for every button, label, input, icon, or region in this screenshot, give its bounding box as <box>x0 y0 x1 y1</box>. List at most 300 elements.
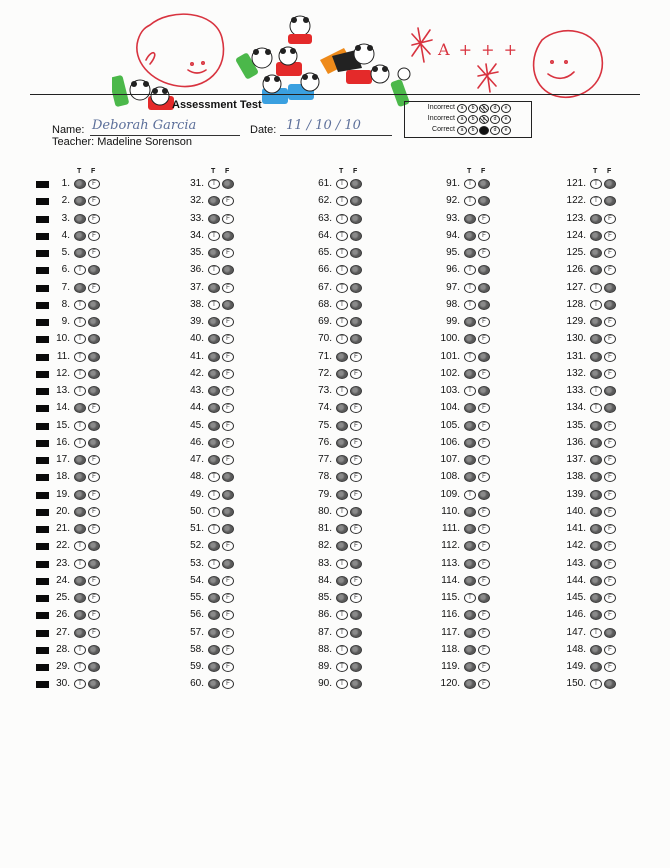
true-bubble[interactable]: T <box>336 179 348 189</box>
true-bubble[interactable] <box>590 524 602 534</box>
true-bubble[interactable]: T <box>336 248 348 258</box>
true-bubble[interactable]: T <box>208 300 220 310</box>
true-bubble[interactable] <box>208 679 220 689</box>
true-bubble[interactable] <box>336 524 348 534</box>
true-bubble[interactable] <box>208 593 220 603</box>
true-bubble[interactable] <box>208 248 220 258</box>
true-bubble[interactable]: T <box>464 265 476 275</box>
false-bubble[interactable]: F <box>604 421 616 431</box>
false-bubble[interactable]: F <box>350 369 362 379</box>
false-bubble[interactable] <box>88 300 100 310</box>
false-bubble[interactable] <box>350 265 362 275</box>
true-bubble[interactable]: T <box>464 352 476 362</box>
true-bubble[interactable]: T <box>208 231 220 241</box>
true-bubble[interactable] <box>74 610 86 620</box>
true-bubble[interactable] <box>590 455 602 465</box>
false-bubble[interactable]: F <box>478 248 490 258</box>
true-bubble[interactable] <box>336 576 348 586</box>
true-bubble[interactable] <box>208 196 220 206</box>
true-bubble[interactable]: T <box>336 214 348 224</box>
true-bubble[interactable] <box>590 541 602 551</box>
false-bubble[interactable]: F <box>478 317 490 327</box>
false-bubble[interactable]: F <box>604 472 616 482</box>
true-bubble[interactable] <box>590 352 602 362</box>
false-bubble[interactable]: F <box>478 576 490 586</box>
true-bubble[interactable] <box>464 421 476 431</box>
true-bubble[interactable]: T <box>336 507 348 517</box>
false-bubble[interactable] <box>88 369 100 379</box>
true-bubble[interactable] <box>208 352 220 362</box>
false-bubble[interactable]: F <box>350 524 362 534</box>
true-bubble[interactable] <box>208 541 220 551</box>
false-bubble[interactable]: F <box>478 455 490 465</box>
false-bubble[interactable]: F <box>88 196 100 206</box>
true-bubble[interactable]: T <box>590 403 602 413</box>
true-bubble[interactable] <box>336 369 348 379</box>
true-bubble[interactable] <box>590 317 602 327</box>
false-bubble[interactable]: F <box>350 541 362 551</box>
false-bubble[interactable] <box>604 386 616 396</box>
true-bubble[interactable] <box>74 507 86 517</box>
false-bubble[interactable]: F <box>478 507 490 517</box>
false-bubble[interactable]: F <box>222 334 234 344</box>
false-bubble[interactable]: F <box>88 455 100 465</box>
true-bubble[interactable] <box>590 472 602 482</box>
false-bubble[interactable]: F <box>478 645 490 655</box>
true-bubble[interactable] <box>74 628 86 638</box>
false-bubble[interactable]: F <box>478 610 490 620</box>
false-bubble[interactable]: F <box>604 369 616 379</box>
true-bubble[interactable] <box>590 248 602 258</box>
false-bubble[interactable] <box>222 300 234 310</box>
false-bubble[interactable]: F <box>604 576 616 586</box>
false-bubble[interactable]: F <box>604 317 616 327</box>
false-bubble[interactable] <box>478 490 490 500</box>
true-bubble[interactable] <box>590 265 602 275</box>
true-bubble[interactable]: T <box>590 300 602 310</box>
false-bubble[interactable] <box>350 662 362 672</box>
true-bubble[interactable]: T <box>336 610 348 620</box>
false-bubble[interactable] <box>222 524 234 534</box>
true-bubble[interactable] <box>590 559 602 569</box>
true-bubble[interactable] <box>208 628 220 638</box>
true-bubble[interactable]: T <box>336 196 348 206</box>
false-bubble[interactable] <box>88 559 100 569</box>
true-bubble[interactable]: T <box>336 645 348 655</box>
false-bubble[interactable]: F <box>88 507 100 517</box>
true-bubble[interactable] <box>590 645 602 655</box>
true-bubble[interactable] <box>590 421 602 431</box>
true-bubble[interactable] <box>464 248 476 258</box>
false-bubble[interactable]: F <box>88 248 100 258</box>
true-bubble[interactable] <box>74 283 86 293</box>
false-bubble[interactable] <box>604 300 616 310</box>
true-bubble[interactable] <box>336 455 348 465</box>
false-bubble[interactable] <box>350 214 362 224</box>
true-bubble[interactable] <box>208 214 220 224</box>
false-bubble[interactable] <box>88 352 100 362</box>
false-bubble[interactable]: F <box>222 386 234 396</box>
false-bubble[interactable] <box>88 645 100 655</box>
false-bubble[interactable] <box>88 679 100 689</box>
false-bubble[interactable] <box>478 300 490 310</box>
true-bubble[interactable] <box>590 593 602 603</box>
true-bubble[interactable] <box>464 559 476 569</box>
false-bubble[interactable] <box>350 300 362 310</box>
false-bubble[interactable] <box>604 403 616 413</box>
true-bubble[interactable] <box>464 610 476 620</box>
true-bubble[interactable]: T <box>590 679 602 689</box>
true-bubble[interactable]: T <box>208 559 220 569</box>
true-bubble[interactable]: T <box>208 472 220 482</box>
true-bubble[interactable] <box>464 679 476 689</box>
false-bubble[interactable]: F <box>222 455 234 465</box>
false-bubble[interactable] <box>222 507 234 517</box>
true-bubble[interactable] <box>208 386 220 396</box>
true-bubble[interactable] <box>590 214 602 224</box>
true-bubble[interactable]: T <box>74 645 86 655</box>
false-bubble[interactable]: F <box>478 679 490 689</box>
false-bubble[interactable]: F <box>88 490 100 500</box>
false-bubble[interactable]: F <box>88 214 100 224</box>
true-bubble[interactable]: T <box>464 593 476 603</box>
false-bubble[interactable]: F <box>222 438 234 448</box>
true-bubble[interactable]: T <box>74 662 86 672</box>
false-bubble[interactable]: F <box>88 403 100 413</box>
false-bubble[interactable] <box>604 179 616 189</box>
true-bubble[interactable] <box>590 438 602 448</box>
false-bubble[interactable]: F <box>478 403 490 413</box>
false-bubble[interactable]: F <box>88 283 100 293</box>
false-bubble[interactable] <box>604 628 616 638</box>
false-bubble[interactable]: F <box>88 524 100 534</box>
false-bubble[interactable]: F <box>604 559 616 569</box>
true-bubble[interactable] <box>590 231 602 241</box>
false-bubble[interactable] <box>478 265 490 275</box>
false-bubble[interactable]: F <box>222 352 234 362</box>
false-bubble[interactable]: F <box>350 352 362 362</box>
true-bubble[interactable] <box>590 490 602 500</box>
true-bubble[interactable]: T <box>74 421 86 431</box>
true-bubble[interactable]: T <box>464 490 476 500</box>
false-bubble[interactable]: F <box>88 231 100 241</box>
true-bubble[interactable] <box>464 438 476 448</box>
true-bubble[interactable]: T <box>336 283 348 293</box>
true-bubble[interactable]: T <box>464 179 476 189</box>
true-bubble[interactable] <box>464 524 476 534</box>
false-bubble[interactable] <box>350 679 362 689</box>
false-bubble[interactable] <box>604 679 616 689</box>
false-bubble[interactable] <box>222 179 234 189</box>
true-bubble[interactable] <box>464 455 476 465</box>
false-bubble[interactable]: F <box>604 352 616 362</box>
true-bubble[interactable]: T <box>74 541 86 551</box>
false-bubble[interactable]: F <box>222 421 234 431</box>
true-bubble[interactable]: T <box>590 179 602 189</box>
true-bubble[interactable]: T <box>336 334 348 344</box>
false-bubble[interactable] <box>350 283 362 293</box>
false-bubble[interactable]: F <box>478 559 490 569</box>
false-bubble[interactable]: F <box>604 490 616 500</box>
false-bubble[interactable] <box>478 352 490 362</box>
true-bubble[interactable]: T <box>336 628 348 638</box>
true-bubble[interactable] <box>208 455 220 465</box>
false-bubble[interactable]: F <box>604 593 616 603</box>
true-bubble[interactable]: T <box>590 628 602 638</box>
false-bubble[interactable] <box>88 662 100 672</box>
true-bubble[interactable] <box>464 214 476 224</box>
true-bubble[interactable] <box>464 662 476 672</box>
false-bubble[interactable]: F <box>350 421 362 431</box>
true-bubble[interactable] <box>208 645 220 655</box>
false-bubble[interactable]: F <box>604 214 616 224</box>
false-bubble[interactable] <box>222 559 234 569</box>
false-bubble[interactable]: F <box>88 610 100 620</box>
false-bubble[interactable] <box>222 265 234 275</box>
true-bubble[interactable] <box>590 369 602 379</box>
false-bubble[interactable]: F <box>350 490 362 500</box>
false-bubble[interactable]: F <box>222 610 234 620</box>
true-bubble[interactable] <box>74 248 86 258</box>
false-bubble[interactable] <box>88 265 100 275</box>
false-bubble[interactable]: F <box>350 403 362 413</box>
true-bubble[interactable] <box>74 179 86 189</box>
false-bubble[interactable] <box>350 317 362 327</box>
false-bubble[interactable] <box>350 507 362 517</box>
false-bubble[interactable]: F <box>604 231 616 241</box>
false-bubble[interactable]: F <box>478 369 490 379</box>
false-bubble[interactable]: F <box>478 541 490 551</box>
false-bubble[interactable]: F <box>222 593 234 603</box>
false-bubble[interactable]: F <box>222 576 234 586</box>
true-bubble[interactable] <box>336 593 348 603</box>
true-bubble[interactable] <box>590 507 602 517</box>
false-bubble[interactable]: F <box>478 214 490 224</box>
false-bubble[interactable]: F <box>604 334 616 344</box>
true-bubble[interactable] <box>74 231 86 241</box>
false-bubble[interactable] <box>350 334 362 344</box>
true-bubble[interactable] <box>208 283 220 293</box>
true-bubble[interactable] <box>590 610 602 620</box>
true-bubble[interactable] <box>464 403 476 413</box>
true-bubble[interactable]: T <box>464 196 476 206</box>
false-bubble[interactable]: F <box>604 438 616 448</box>
true-bubble[interactable] <box>336 472 348 482</box>
true-bubble[interactable] <box>74 490 86 500</box>
false-bubble[interactable] <box>88 386 100 396</box>
false-bubble[interactable] <box>478 593 490 603</box>
false-bubble[interactable]: F <box>604 507 616 517</box>
true-bubble[interactable] <box>464 576 476 586</box>
false-bubble[interactable] <box>222 490 234 500</box>
true-bubble[interactable] <box>74 593 86 603</box>
true-bubble[interactable] <box>464 369 476 379</box>
true-bubble[interactable]: T <box>74 369 86 379</box>
false-bubble[interactable]: F <box>604 610 616 620</box>
false-bubble[interactable] <box>350 628 362 638</box>
false-bubble[interactable] <box>350 248 362 258</box>
true-bubble[interactable]: T <box>336 300 348 310</box>
false-bubble[interactable]: F <box>222 628 234 638</box>
false-bubble[interactable]: F <box>222 403 234 413</box>
false-bubble[interactable]: F <box>604 248 616 258</box>
false-bubble[interactable]: F <box>222 662 234 672</box>
true-bubble[interactable]: T <box>464 386 476 396</box>
true-bubble[interactable] <box>336 490 348 500</box>
true-bubble[interactable]: T <box>336 559 348 569</box>
true-bubble[interactable] <box>464 645 476 655</box>
true-bubble[interactable]: T <box>208 507 220 517</box>
true-bubble[interactable] <box>464 334 476 344</box>
true-bubble[interactable]: T <box>208 179 220 189</box>
false-bubble[interactable]: F <box>478 662 490 672</box>
true-bubble[interactable]: T <box>74 300 86 310</box>
true-bubble[interactable] <box>208 610 220 620</box>
false-bubble[interactable] <box>350 179 362 189</box>
false-bubble[interactable]: F <box>222 196 234 206</box>
false-bubble[interactable]: F <box>604 662 616 672</box>
true-bubble[interactable] <box>208 576 220 586</box>
true-bubble[interactable]: T <box>590 386 602 396</box>
true-bubble[interactable] <box>208 369 220 379</box>
false-bubble[interactable] <box>88 317 100 327</box>
false-bubble[interactable] <box>350 231 362 241</box>
false-bubble[interactable] <box>222 472 234 482</box>
false-bubble[interactable] <box>604 196 616 206</box>
false-bubble[interactable]: F <box>88 576 100 586</box>
false-bubble[interactable] <box>222 231 234 241</box>
false-bubble[interactable]: F <box>604 265 616 275</box>
false-bubble[interactable] <box>350 196 362 206</box>
false-bubble[interactable]: F <box>604 524 616 534</box>
true-bubble[interactable] <box>208 662 220 672</box>
true-bubble[interactable] <box>208 421 220 431</box>
true-bubble[interactable] <box>464 507 476 517</box>
true-bubble[interactable]: T <box>590 196 602 206</box>
true-bubble[interactable] <box>336 421 348 431</box>
false-bubble[interactable]: F <box>222 214 234 224</box>
true-bubble[interactable] <box>74 455 86 465</box>
true-bubble[interactable] <box>74 576 86 586</box>
false-bubble[interactable] <box>88 438 100 448</box>
true-bubble[interactable]: T <box>74 352 86 362</box>
false-bubble[interactable]: F <box>478 472 490 482</box>
true-bubble[interactable]: T <box>208 524 220 534</box>
false-bubble[interactable] <box>88 334 100 344</box>
false-bubble[interactable]: F <box>222 541 234 551</box>
true-bubble[interactable] <box>590 334 602 344</box>
false-bubble[interactable] <box>350 645 362 655</box>
false-bubble[interactable] <box>350 610 362 620</box>
false-bubble[interactable]: F <box>222 369 234 379</box>
true-bubble[interactable] <box>336 352 348 362</box>
true-bubble[interactable] <box>74 403 86 413</box>
false-bubble[interactable] <box>478 386 490 396</box>
true-bubble[interactable]: T <box>464 300 476 310</box>
true-bubble[interactable] <box>464 628 476 638</box>
false-bubble[interactable]: F <box>222 248 234 258</box>
true-bubble[interactable] <box>464 231 476 241</box>
false-bubble[interactable]: F <box>604 541 616 551</box>
false-bubble[interactable] <box>478 179 490 189</box>
true-bubble[interactable]: T <box>74 438 86 448</box>
false-bubble[interactable]: F <box>88 628 100 638</box>
false-bubble[interactable]: F <box>222 283 234 293</box>
false-bubble[interactable]: F <box>478 438 490 448</box>
true-bubble[interactable] <box>208 403 220 413</box>
true-bubble[interactable]: T <box>74 559 86 569</box>
false-bubble[interactable]: F <box>478 334 490 344</box>
true-bubble[interactable] <box>336 541 348 551</box>
true-bubble[interactable]: T <box>336 386 348 396</box>
false-bubble[interactable]: F <box>350 455 362 465</box>
false-bubble[interactable]: F <box>478 421 490 431</box>
false-bubble[interactable]: F <box>478 524 490 534</box>
true-bubble[interactable]: T <box>74 265 86 275</box>
false-bubble[interactable]: F <box>478 628 490 638</box>
false-bubble[interactable]: F <box>350 576 362 586</box>
false-bubble[interactable] <box>88 421 100 431</box>
false-bubble[interactable]: F <box>604 645 616 655</box>
true-bubble[interactable] <box>336 438 348 448</box>
true-bubble[interactable]: T <box>336 265 348 275</box>
false-bubble[interactable]: F <box>88 593 100 603</box>
true-bubble[interactable]: T <box>336 317 348 327</box>
true-bubble[interactable] <box>590 576 602 586</box>
true-bubble[interactable]: T <box>590 283 602 293</box>
false-bubble[interactable]: F <box>222 679 234 689</box>
true-bubble[interactable]: T <box>74 679 86 689</box>
true-bubble[interactable]: T <box>464 283 476 293</box>
false-bubble[interactable]: F <box>350 593 362 603</box>
false-bubble[interactable] <box>478 196 490 206</box>
true-bubble[interactable] <box>74 214 86 224</box>
false-bubble[interactable]: F <box>604 455 616 465</box>
true-bubble[interactable] <box>74 472 86 482</box>
true-bubble[interactable]: T <box>74 317 86 327</box>
true-bubble[interactable] <box>208 317 220 327</box>
true-bubble[interactable] <box>208 438 220 448</box>
true-bubble[interactable] <box>74 196 86 206</box>
true-bubble[interactable] <box>464 317 476 327</box>
true-bubble[interactable]: T <box>336 662 348 672</box>
false-bubble[interactable]: F <box>88 472 100 482</box>
true-bubble[interactable]: T <box>74 334 86 344</box>
true-bubble[interactable]: T <box>336 231 348 241</box>
false-bubble[interactable]: F <box>478 231 490 241</box>
true-bubble[interactable] <box>464 541 476 551</box>
true-bubble[interactable] <box>208 334 220 344</box>
true-bubble[interactable]: T <box>74 386 86 396</box>
true-bubble[interactable] <box>336 403 348 413</box>
true-bubble[interactable] <box>74 524 86 534</box>
false-bubble[interactable]: F <box>222 317 234 327</box>
false-bubble[interactable]: F <box>222 645 234 655</box>
true-bubble[interactable]: T <box>336 679 348 689</box>
false-bubble[interactable]: F <box>350 438 362 448</box>
false-bubble[interactable] <box>478 283 490 293</box>
true-bubble[interactable]: T <box>208 265 220 275</box>
false-bubble[interactable]: F <box>88 179 100 189</box>
false-bubble[interactable] <box>604 283 616 293</box>
true-bubble[interactable] <box>464 472 476 482</box>
false-bubble[interactable] <box>350 386 362 396</box>
false-bubble[interactable]: F <box>350 472 362 482</box>
true-bubble[interactable]: T <box>208 490 220 500</box>
false-bubble[interactable] <box>88 541 100 551</box>
false-bubble[interactable] <box>350 559 362 569</box>
true-bubble[interactable] <box>590 662 602 672</box>
